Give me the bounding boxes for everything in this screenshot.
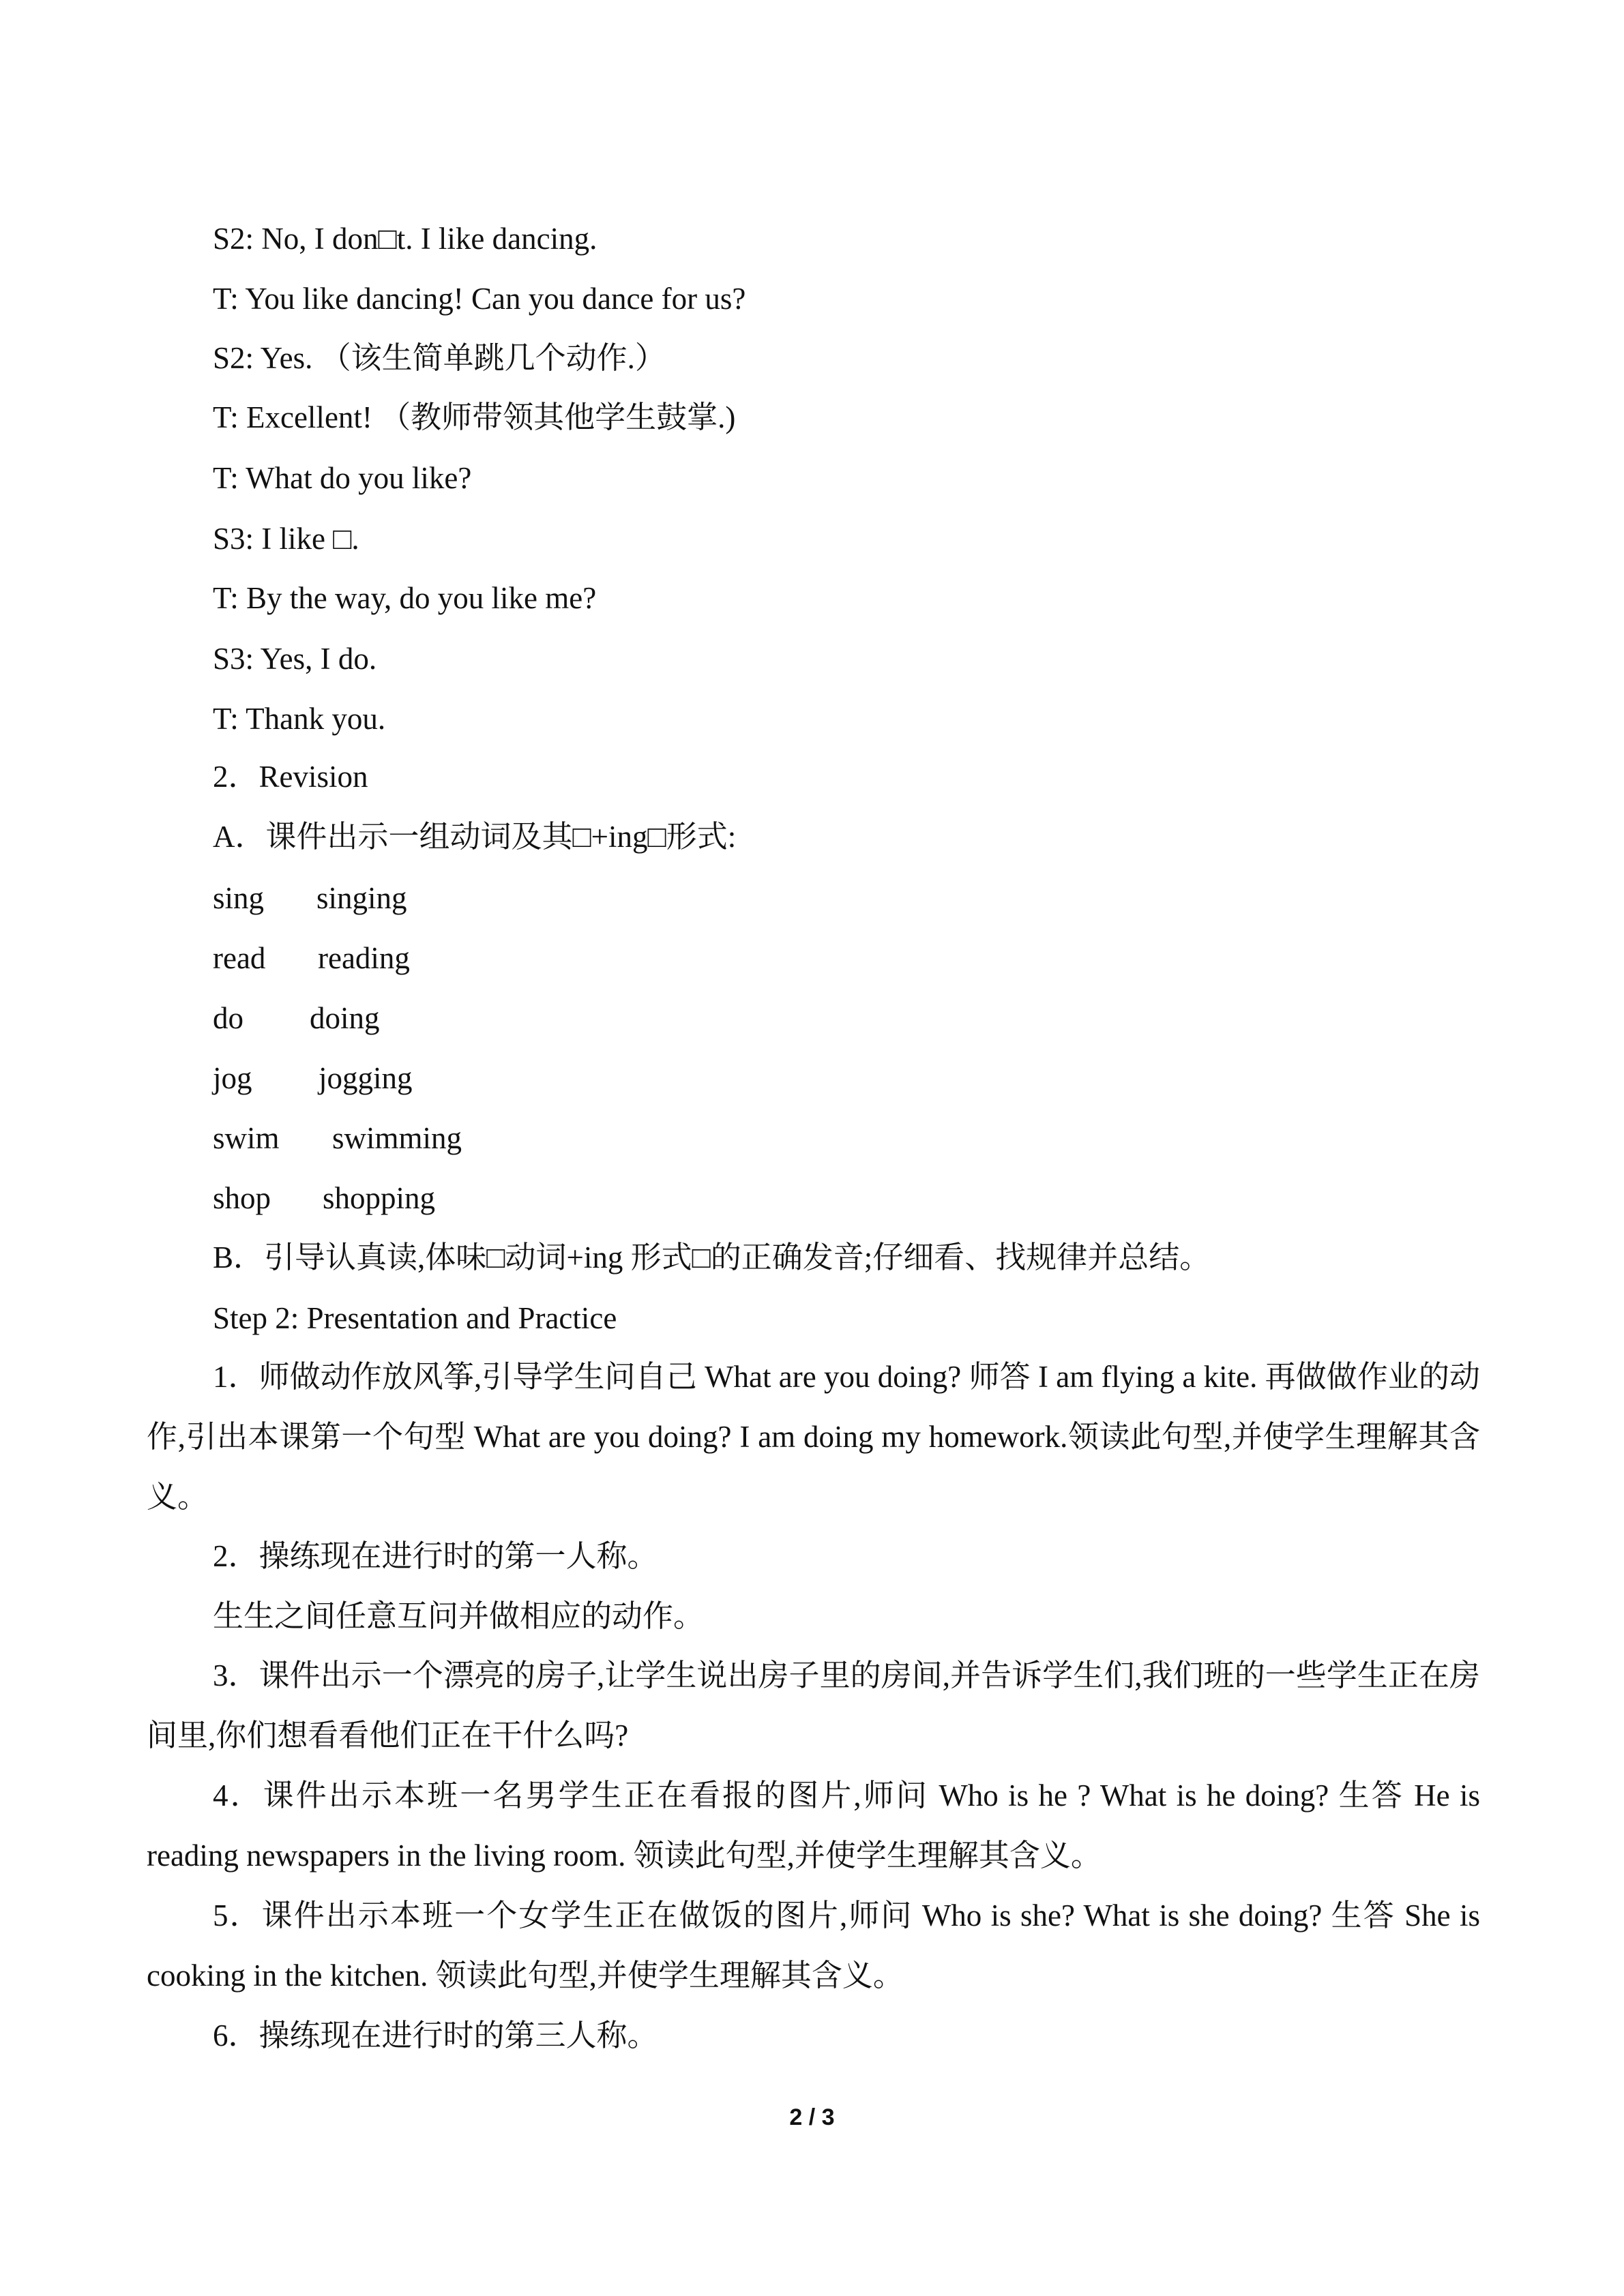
dialogue-line: S3: Yes, I do. <box>213 642 377 676</box>
verb-ing: jogging <box>319 1061 413 1095</box>
revision-b-line: B．引导认真读,体味□动词+ing 形式□的正确发音;仔细看、找规律并总结。 <box>213 1240 1211 1274</box>
page-number: 2 / 3 <box>789 2104 835 2130</box>
verb-base: swim <box>213 1121 280 1155</box>
verb-ing: reading <box>318 941 410 975</box>
verb-base: sing <box>213 881 265 915</box>
verb-ing: shopping <box>323 1181 436 1215</box>
dialogue-line: T: Thank you. <box>213 702 386 736</box>
step2-heading: Step 2: Presentation and Practice <box>213 1301 617 1335</box>
revision-heading: 2．Revision <box>213 760 368 794</box>
step2-paragraph-1: 1．师做动作放风筝,引导学生问自己 What are you doing? 师答 I am flying a kite. 再做做作业的动作,引出本课第一个句型 What are you doing? I am doing my homework.领读此句型,并使学生理解其含义。 <box>147 1360 1480 1514</box>
verb-pair <box>213 1168 436 1228</box>
revision-a-line: A．课件出示一组动词及其□+ing□形式: <box>213 820 737 854</box>
step2-paragraph-6: 6．操练现在进行时的第三人称。 <box>213 2018 658 2053</box>
verb-base: read <box>213 941 266 975</box>
verb-base: shop <box>213 1181 271 1215</box>
dialogue-line: T: Excellent! （教师带领其他学生鼓掌.) <box>213 400 736 434</box>
step2-paragraph-2b: 生生之间任意互问并做相应的动作。 <box>213 1599 705 1633</box>
dialogue-line: S2: Yes. （该生简单跳几个动作.） <box>213 341 666 375</box>
verb-pair <box>213 1048 413 1108</box>
verb-pair <box>213 988 380 1048</box>
step2-paragraph-3: 3．课件出示一个漂亮的房子,让学生说出房子里的房间,并告诉学生们,我们班的一些学生正在房间里,你们想看看他们正在干什么吗? <box>147 1658 1480 1753</box>
step2-paragraph-4: 4．课件出示本班一名男学生正在看报的图片,师问 Who is he ? What is he doing? 生答 He is reading newspapers in the living room. 领读此句型,并使学生理解其含义。 <box>147 1778 1480 1873</box>
verb-ing: swimming <box>332 1121 462 1155</box>
verb-base: jog <box>213 1061 252 1095</box>
dialogue-line: S3: I like □. <box>213 522 359 556</box>
step2-paragraph-5: 5．课件出示本班一个女学生正在做饭的图片,师问 Who is she? What is she doing? 生答 She is cooking in the kitchen. 领读此句型,并使学生理解其含义。 <box>147 1898 1480 1993</box>
verb-pair <box>213 1108 462 1168</box>
verb-base: do <box>213 1001 243 1035</box>
dialogue-line: T: You like dancing! Can you dance for us? <box>213 282 746 316</box>
verb-pair <box>213 928 410 988</box>
verb-ing: singing <box>316 881 407 915</box>
verb-ing: doing <box>310 1001 380 1035</box>
dialogue-line: T: By the way, do you like me? <box>213 581 597 615</box>
dialogue-line: T: What do you like? <box>213 461 472 495</box>
step2-paragraph-2: 2．操练现在进行时的第一人称。 <box>213 1539 658 1573</box>
dialogue-line: S2: No, I don□t. I like dancing. <box>213 222 597 256</box>
verb-pair <box>213 868 407 928</box>
